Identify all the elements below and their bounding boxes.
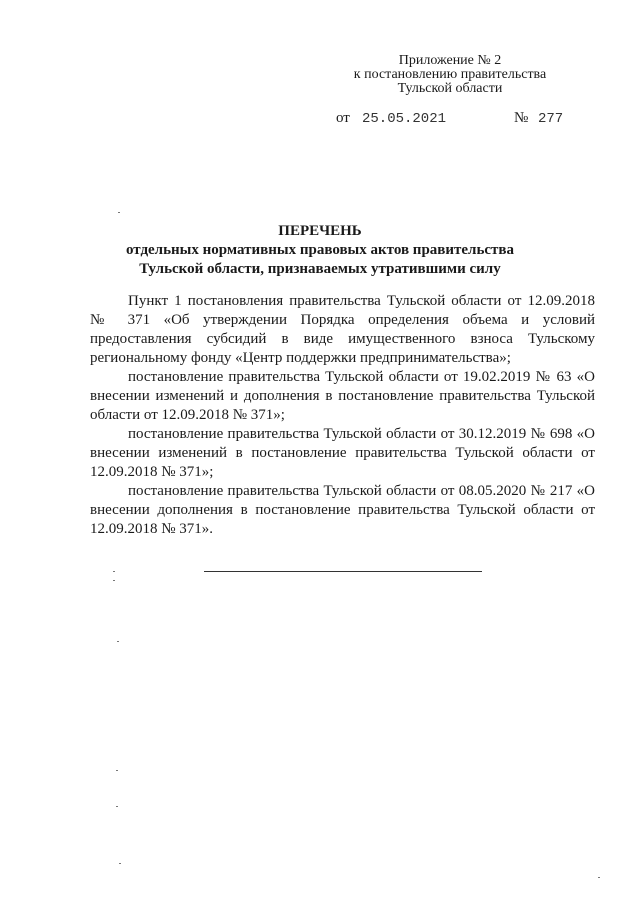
appendix-header <box>330 54 570 96</box>
list-item: постановление правительства Тульской области от 08.05.2020 № 217 «О внесении дополнения в постановление правительства Тульской области от 12.09.2018 № 371». <box>90 483 595 537</box>
scan-speck <box>113 571 115 572</box>
scan-speck <box>113 580 115 581</box>
title-subtitle-line-1: отдельных нормативных правовых актов правительства <box>125 242 515 258</box>
closing-divider <box>204 571 482 572</box>
list-item: Пункт 1 постановления правительства Тульской области от 12.09.2018 № 371 «Об утверждении Порядка определения объема и условий предоставления субсидий в виде имущественного взноса Тульскому региональному фонду «Центр поддержки предпринимательства»; <box>90 293 595 366</box>
date-prefix: от <box>336 110 350 126</box>
document-title <box>80 222 560 279</box>
document-body <box>90 292 595 539</box>
list-item: постановление правительства Тульской области от 30.12.2019 № 698 «О внесении изменений в постановление правительства Тульской области от 12.09.2018 № 371»; <box>90 426 595 480</box>
scan-speck <box>116 770 118 771</box>
title-heading: ПЕРЕЧЕНЬ <box>278 223 362 239</box>
scan-speck <box>598 877 600 878</box>
scan-speck <box>119 863 121 864</box>
document-number: 277 <box>538 111 564 127</box>
document-date-number <box>0 110 640 130</box>
title-subtitle-line-2: Тульской области, признаваемых утратившими силу <box>139 261 501 277</box>
scan-speck <box>118 212 120 213</box>
appendix-region: Тульской области <box>397 81 503 96</box>
scan-speck <box>116 806 118 807</box>
document-date: 25.05.2021 <box>362 111 447 127</box>
scan-speck <box>117 641 119 642</box>
number-prefix: № <box>514 110 529 126</box>
list-item: постановление правительства Тульской области от 19.02.2019 № 63 «О внесении изменений и дополнения в постановление правительства Тульской области от 12.09.2018 № 371»; <box>90 369 595 423</box>
appendix-number: Приложение № 2 <box>398 53 502 68</box>
appendix-reference: к постановлению правительства <box>353 67 547 82</box>
